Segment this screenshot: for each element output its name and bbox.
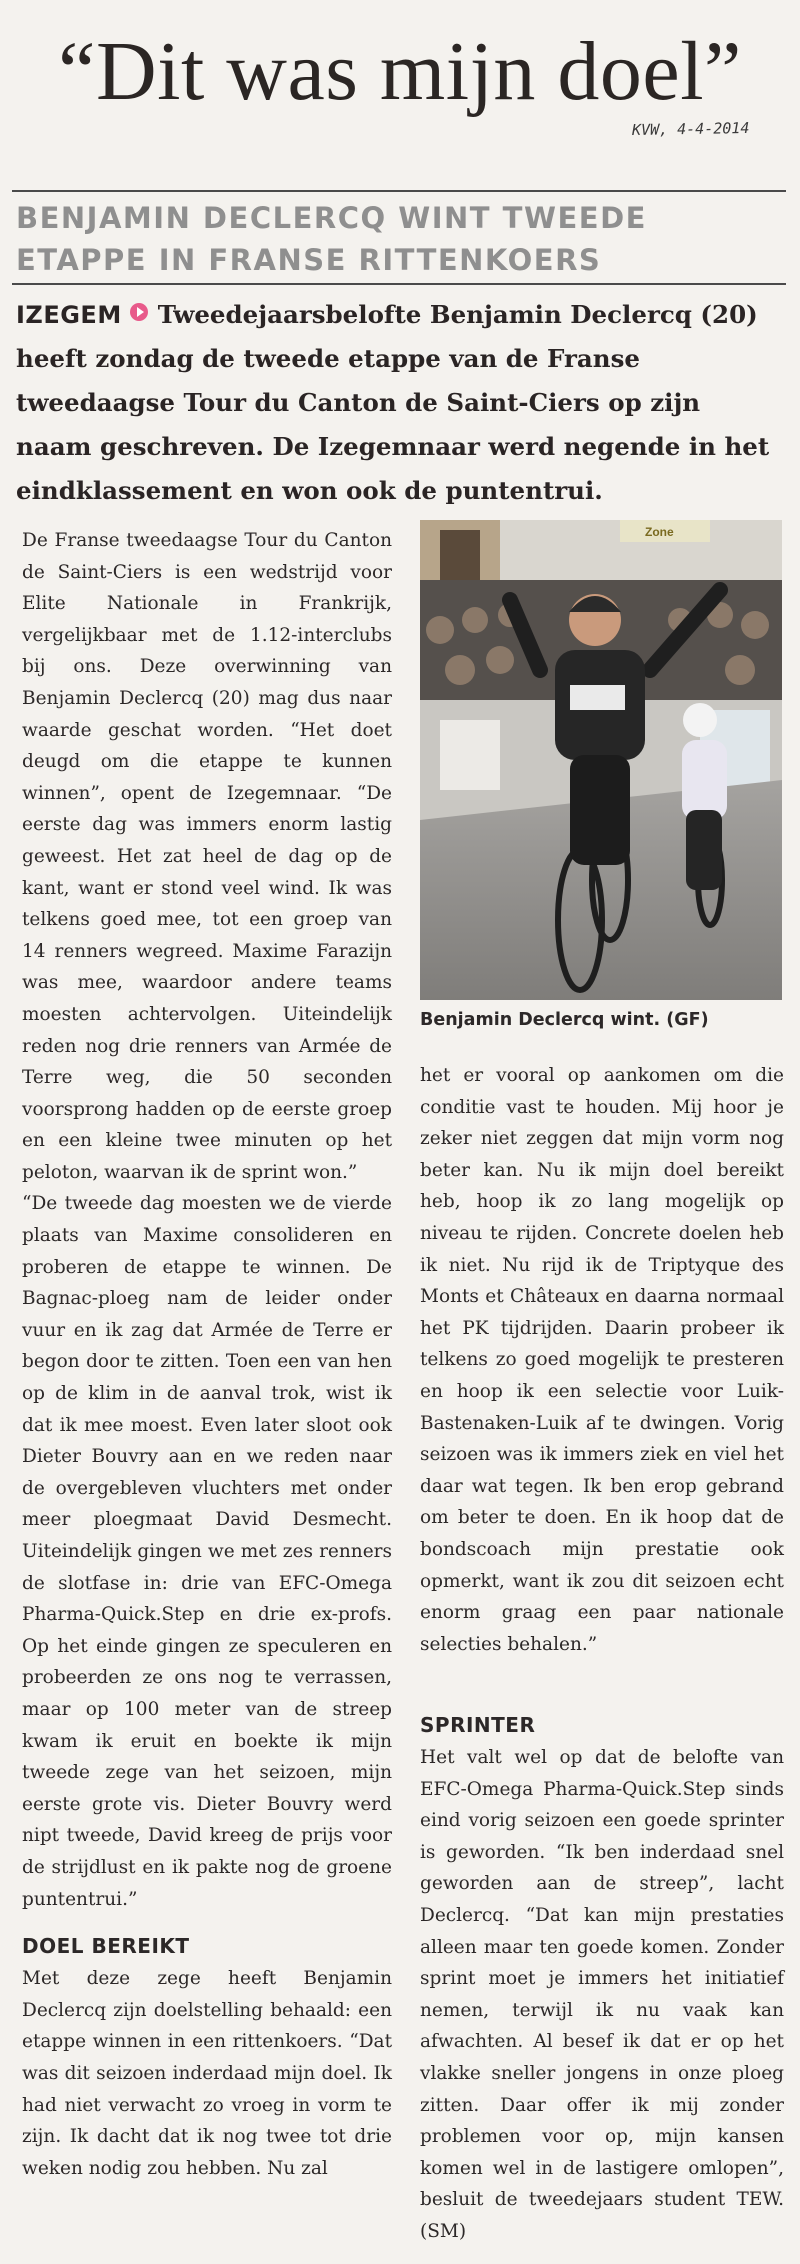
photo-caption: Benjamin Declercq wint. (GF)	[420, 1010, 709, 1030]
body-paragraph-3a: Met deze zege heeft Benjamin Declercq zijn doelstelling behaald: een etappe winnen in een rittenkoers. “Dat was dit seizoen inderdaad mijn doel. Ik had niet verwacht zo vroeg in vorm te zijn. Ik dacht dat ik nog twee tot drie weken nodig zou hebben. Nu zal	[22, 1968, 392, 2179]
body-paragraph-4: Het valt wel op dat de belofte van EFC-Omega Pharma-Quick.Step sinds eind vorig seizoen een goede sprinter is geworden. “Ik ben inderdaad snel geworden aan de streep”, lacht Declercq. “Dat kan mijn prestaties alleen maar ten goede komen. Zonder sprint moet je immers het initiatief nemen, terwijl ik nu vaak kan afwachten. Al besef ik dat er op het vlakke sneller jongens in onze ploeg zitten. Daar offer ik mij zonder problemen voor op, mijn kansen komen wel in de lastigere omlopen”, besluit de tweedejaars student TEW. (SM)	[420, 1747, 784, 2242]
headline: “Dit was mijn doel”	[58, 25, 742, 118]
roadside-sign-text: Zone	[645, 525, 674, 539]
lead-paragraph	[16, 293, 782, 513]
handwritten-source-note: KVW, 4-4-2014	[631, 118, 750, 140]
kicker-line-2: ETAPPE IN FRANSE RITTENKOERS	[16, 243, 602, 277]
article-photo	[420, 520, 782, 1000]
kicker-line-1: BENJAMIN DECLERCQ WINT TWEEDE	[16, 201, 647, 235]
right-arrow-circle-icon	[130, 303, 148, 321]
article-column-right-bottom	[420, 1708, 784, 2248]
dateline-place: IZEGEM	[16, 301, 122, 329]
subheading-doel-bereikt: DOEL BEREIKT	[22, 1934, 190, 1959]
article-column-left	[22, 525, 392, 2184]
kicker	[16, 197, 786, 281]
subheading-sprinter: SPRINTER	[420, 1713, 536, 1737]
body-paragraph-2: “De tweede dag moesten we de vierde plaats van Maxime consolideren en proberen de etappe te winnen. De Bagnac-ploeg nam de leider onder vuur en ik zag dat Armée de Terre er begon door te zitten. Toen een van hen op de klim in de aanval trok, wist ik dat ik mee moest. Even later sloot ook Dieter Bouvry aan en we reden naar de overgebleven vluchters met onder meer ploegmaat David Desmecht. Uiteindelijk gingen we met zes renners de slotfase in: drie van EFC-Omega Pharma-Quick.Step en drie ex-profs. Op het einde gingen ze speculeren en probeerden ze ons nog te verrassen, maar op 100 meter van de streep kwam ik eruit en boekte ik mijn tweede zege van het seizoen, mijn eerste grote vis. Dieter Bouvry werd nipt tweede, David kreeg de prijs voor de strijdlust en ik pakte nog de groene puntentrui.”	[22, 1193, 392, 1910]
divider-bottom	[12, 283, 786, 285]
cyclist-photo-illustration	[420, 520, 782, 1000]
body-paragraph-3b: het er vooral op aankomen om die conditie vast te houden. Mij hoor je zeker niet zeggen dat mijn vorm nog beter kan. Nu ik mijn doel bereikt heb, hoop ik zo lang mogelijk op niveau te rijden. Concrete doelen heb ik niet. Nu rijd ik de Triptyque des Monts et Châteaux en daarna normaal het PK tijdrijden. Daarin probeer ik telkens zo goed mogelijk te presteren en hoop ik een selectie voor Luik-Bastenaken-Luik af te dwingen. Vorig seizoen was ik immers ziek en viel het daar wat tegen. Ik ben erop gebrand om beter te doen. En ik hoop dat de bondscoach mijn prestatie ook opmerkt, want ik zou dit seizoen echt enorm graag een paar nationale selecties behalen.”	[420, 1065, 784, 1655]
article-column-right-top	[420, 1060, 784, 1660]
lead-text: Tweedejaarsbelofte Benjamin Declercq (20) heeft zondag de tweede etappe van de Franse tweedaagse Tour du Canton de Saint-Ciers op zijn naam geschreven. De Izegemnaar werd negende in het eindklassement en won ook de puntentrui.	[16, 300, 770, 505]
divider-top	[12, 190, 786, 192]
body-paragraph-1: De Franse tweedaagse Tour du Canton de Saint-Ciers is een wedstrijd voor Elite Nationale in Frankrijk, vergelijkbaar met de 1.12-interclubs bij ons. Deze overwinning van Benjamin Declercq (20) mag dus naar waarde geschat worden. “Het doet deugd om die etappe te kunnen winnen”, opent de Izegemnaar. “De eerste dag was immers enorm lastig geweest. Het zat heel de dag op de kant, want er stond veel wind. Ik was telkens goed mee, tot een groep van 14 renners wegreed. Maxime Farazijn was mee, waardoor andere teams moesten achtervolgen. Uiteindelijk reden nog drie renners van Armée de Terre weg, die 50 seconden voorsprong hadden op de eerste groep en een kleine twee minuten op het peloton, waarvan ik de sprint won.”	[22, 530, 392, 1183]
